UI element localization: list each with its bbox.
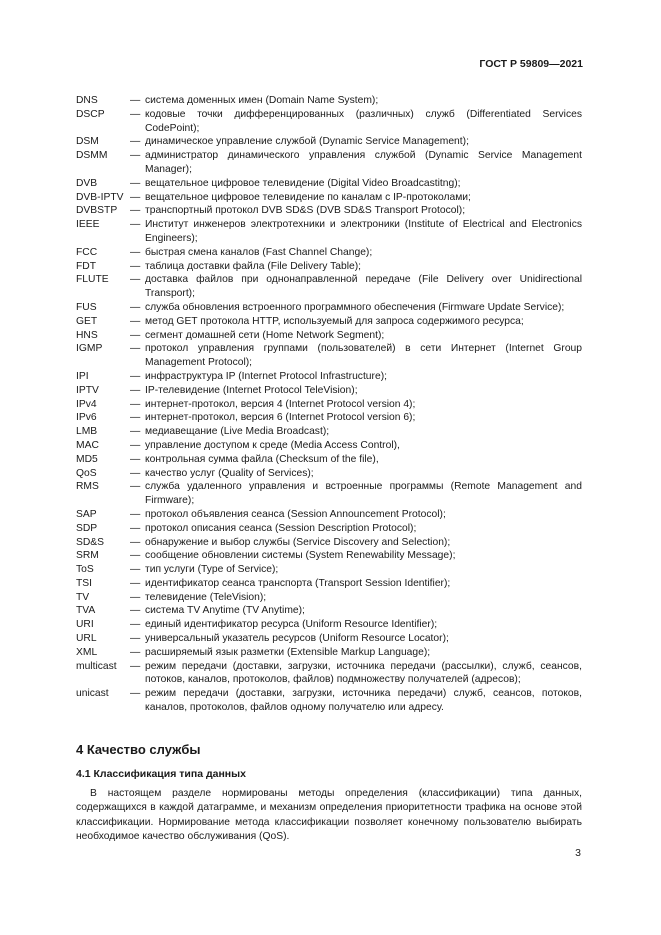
abbreviation-row: [76, 108, 582, 136]
abbreviation-term: IPI: [76, 370, 89, 382]
abbreviation-definition: [130, 149, 582, 177]
abbreviation-term: DSCP: [76, 108, 105, 120]
abbreviation-row: [76, 135, 582, 149]
abbreviation-definition: [130, 177, 582, 191]
dash-separator: —: [130, 274, 141, 286]
definition-text: инфраструктура IP (Internet Protocol Infrastructure);: [145, 370, 387, 382]
abbreviation-definition: [130, 687, 582, 715]
dash-separator: —: [130, 550, 141, 562]
abbreviation-row: [76, 370, 582, 384]
abbreviation-term: MD5: [76, 453, 98, 465]
abbreviation-definition: [130, 191, 582, 205]
abbreviation-term: DVBSTP: [76, 205, 118, 217]
definition-text: IP-телевидение (Internet Protocol TeleVision);: [145, 384, 358, 396]
definition-text: быстрая смена каналов (Fast Channel Change);: [145, 246, 373, 258]
definition-text: идентификатор сеанса транспорта (Transport Session Identifier);: [145, 577, 451, 589]
definition-text: сообщение обновлении системы (System Renewability Message);: [145, 550, 456, 562]
abbreviation-term: DSM: [76, 136, 99, 148]
abbreviation-term: SRM: [76, 550, 99, 562]
abbreviation-list: [76, 94, 582, 715]
dash-separator: —: [130, 481, 141, 493]
abbreviation-definition: [130, 604, 582, 618]
definition-text: управление доступом к среде (Media Access Control),: [145, 439, 400, 451]
dash-separator: —: [130, 508, 141, 520]
abbreviation-row: [76, 632, 582, 646]
abbreviation-term: LMB: [76, 426, 98, 438]
abbreviation-row: [76, 563, 582, 577]
dash-separator: —: [130, 605, 141, 617]
abbreviation-definition: [130, 453, 582, 467]
dash-separator: —: [130, 219, 141, 231]
definition-text: расширяемый язык разметки (Extensible Markup Language);: [145, 646, 431, 658]
abbreviation-row: [76, 342, 582, 370]
abbreviation-definition: [130, 536, 582, 550]
dash-separator: —: [130, 660, 141, 672]
abbreviation-row: [76, 191, 582, 205]
dash-separator: —: [130, 108, 141, 120]
definition-text: служба удаленного управления и встроенные программы (Remote Management and Firmware);: [145, 481, 582, 507]
abbreviation-term: DVB-IPTV: [76, 191, 124, 203]
abbreviation-row: [76, 467, 582, 481]
definition-text: администратор динамического управления службой (Dynamic Service Management Manager);: [145, 150, 582, 175]
abbreviation-term: IPv4: [76, 398, 97, 410]
dash-separator: —: [130, 343, 141, 355]
dash-separator: —: [130, 95, 141, 106]
document-header: ГОСТ Р 59809—2021: [479, 58, 583, 70]
abbreviation-term: QoS: [76, 467, 97, 479]
dash-separator: —: [130, 301, 141, 313]
abbreviation-definition: [130, 370, 582, 384]
body-paragraph: В настоящем разделе нормированы методы определения (классификации) типа данных, содержащихся в каждой датаграмме, и механизм определения приоритетности трафика на основе этой классификации. Нормирование метода классификации позволяет конечному пользователю выбирать необходимое качество обслуживания (QoS).: [76, 788, 582, 842]
definition-text: служба обновления встроенного программного обеспечения (Firmware Update Service);: [145, 301, 565, 313]
abbreviation-row: [76, 411, 582, 425]
definition-text: вещательное цифровое телевидение по каналам с IP-протоколами;: [145, 191, 471, 203]
abbreviation-row: [76, 94, 582, 108]
abbreviation-row: [76, 604, 582, 618]
definition-text: протокол описания сеанса (Session Description Protocol);: [145, 522, 417, 534]
definition-text: интернет-протокол, версия 4 (Internet Protocol version 4);: [145, 398, 416, 410]
definition-text: транспортный протокол DVB SD&S (DVB SD&S Transport Protocol);: [145, 205, 466, 217]
dash-separator: —: [130, 619, 141, 631]
definition-text: контрольная сумма файла (Checksum of the file),: [145, 453, 379, 465]
definition-text: система TV Anytime (TV Anytime);: [145, 605, 305, 617]
abbreviation-term: GET: [76, 315, 98, 327]
abbreviation-definition: [130, 398, 582, 412]
abbreviation-row: [76, 439, 582, 453]
abbreviation-term: multicast: [76, 660, 117, 672]
abbreviation-definition: [130, 425, 582, 439]
definition-text: доставка файлов при однонаправленной передаче (File Delivery over Unidirectional Transport);: [145, 274, 582, 300]
dash-separator: —: [130, 439, 141, 451]
abbreviation-definition: [130, 411, 582, 425]
abbreviation-definition: [130, 508, 582, 522]
abbreviation-term: IEEE: [76, 219, 100, 231]
abbreviation-term: FUS: [76, 301, 97, 313]
dash-separator: —: [130, 150, 141, 162]
abbreviation-term: SDP: [76, 522, 98, 534]
definition-text: протокол объявления сеанса (Session Announcement Protocol);: [145, 508, 446, 520]
definition-text: единый идентификатор ресурса (Uniform Resource Identifier);: [145, 619, 438, 631]
abbreviation-term: FCC: [76, 246, 98, 258]
abbreviation-row: [76, 315, 582, 329]
abbreviation-row: [76, 577, 582, 591]
abbreviation-definition: [130, 204, 582, 218]
abbreviation-term: TV: [76, 591, 90, 603]
abbreviation-definition: [130, 135, 582, 149]
abbreviation-definition: [130, 591, 582, 605]
abbreviation-definition: [130, 301, 582, 315]
abbreviation-row: [76, 536, 582, 550]
dash-separator: —: [130, 384, 141, 396]
abbreviation-row: [76, 218, 582, 246]
abbreviation-term: ToS: [76, 564, 94, 576]
abbreviation-row: [76, 508, 582, 522]
abbreviation-term: IPv6: [76, 412, 97, 424]
dash-separator: —: [130, 564, 141, 576]
dash-separator: —: [130, 370, 141, 382]
dash-separator: —: [130, 412, 141, 424]
definition-text: режим передачи (доставки, загрузки, источника передачи) служб, сеансов, потоков, каналов, протоколов, файлов одному получателю или адресу.: [145, 688, 582, 714]
abbreviation-definition: [130, 480, 582, 508]
dash-separator: —: [130, 426, 141, 438]
dash-separator: —: [130, 536, 141, 548]
definition-text: режим передачи (доставки, загрузки, источника передачи (рассылки), служб, сеансов, потоков, каналов, протоколов, файлов) подмножеству получателей (адресов);: [145, 660, 582, 686]
abbreviation-definition: [130, 467, 582, 481]
abbreviation-row: [76, 398, 582, 412]
definition-text: интернет-протокол, версия 6 (Internet Protocol version 6);: [145, 412, 416, 424]
abbreviation-term: FLUTE: [76, 274, 109, 286]
definition-text: тип услуги (Type of Service);: [145, 564, 279, 576]
dash-separator: —: [130, 688, 141, 700]
dash-separator: —: [130, 260, 141, 272]
definition-text: телевидение (TeleVision);: [145, 591, 267, 603]
abbreviation-definition: [130, 94, 582, 108]
abbreviation-definition: [130, 260, 582, 274]
abbreviation-term: URI: [76, 619, 94, 631]
abbreviation-term: DVB: [76, 177, 98, 189]
abbreviation-definition: [130, 384, 582, 398]
dash-separator: —: [130, 246, 141, 258]
abbreviation-row: [76, 522, 582, 536]
definition-text: динамическое управление службой (Dynamic Service Management);: [145, 136, 469, 148]
section-title: 4 Качество службы: [76, 742, 201, 757]
page-number: 3: [575, 847, 581, 859]
abbreviation-term: FDT: [76, 260, 97, 272]
abbreviation-row: [76, 260, 582, 274]
abbreviation-definition: [130, 439, 582, 453]
abbreviation-row: [76, 384, 582, 398]
abbreviation-term: XML: [76, 646, 98, 658]
abbreviation-term: IPTV: [76, 384, 99, 396]
abbreviation-term: TVA: [76, 605, 96, 617]
dash-separator: —: [130, 205, 141, 217]
abbreviation-definition: [130, 522, 582, 536]
abbreviation-row: [76, 273, 582, 301]
abbreviation-row: [76, 618, 582, 632]
dash-separator: —: [130, 633, 141, 645]
abbreviation-term: HNS: [76, 329, 98, 341]
definition-text: таблица доставки файла (File Delivery Table);: [145, 260, 362, 272]
dash-separator: —: [130, 522, 141, 534]
abbreviation-term: URL: [76, 633, 97, 645]
abbreviation-term: TSI: [76, 577, 93, 589]
abbreviation-row: [76, 646, 582, 660]
definition-text: протокол управления группами (пользователей) в сети Интернет (Internet Group Management Protocol);: [145, 343, 582, 369]
definition-text: качество услуг (Quality of Services);: [145, 467, 314, 479]
dash-separator: —: [130, 577, 141, 589]
abbreviation-term: IGMP: [76, 343, 103, 355]
dash-separator: —: [130, 646, 141, 658]
abbreviation-row: [76, 453, 582, 467]
abbreviation-definition: [130, 273, 582, 301]
abbreviation-row: [76, 204, 582, 218]
abbreviation-term: SAP: [76, 508, 97, 520]
abbreviation-definition: [130, 246, 582, 260]
abbreviation-definition: [130, 563, 582, 577]
abbreviation-definition: [130, 315, 582, 329]
abbreviation-definition: [130, 342, 582, 370]
abbreviation-row: [76, 149, 582, 177]
abbreviation-row: [76, 177, 582, 191]
abbreviation-term: unicast: [76, 688, 109, 700]
abbreviation-definition: [130, 329, 582, 343]
abbreviation-row: [76, 329, 582, 343]
definition-text: сегмент домашней сети (Home Network Segment);: [145, 329, 385, 341]
subsection-title: 4.1 Классификация типа данных: [76, 768, 246, 780]
abbreviation-definition: [130, 218, 582, 246]
dash-separator: —: [130, 315, 141, 327]
dash-separator: —: [130, 329, 141, 341]
abbreviation-term: RMS: [76, 481, 99, 493]
definition-text: система доменных имен (Domain Name System);: [145, 95, 379, 106]
abbreviation-definition: [130, 577, 582, 591]
abbreviation-row: [76, 660, 582, 688]
abbreviation-row: [76, 549, 582, 563]
abbreviation-term: SD&S: [76, 536, 105, 548]
abbreviation-definition: [130, 549, 582, 563]
abbreviation-term: MAC: [76, 439, 99, 451]
dash-separator: —: [130, 191, 141, 203]
dash-separator: —: [130, 398, 141, 410]
dash-separator: —: [130, 136, 141, 148]
abbreviation-term: DNS: [76, 95, 98, 106]
abbreviation-definition: [130, 618, 582, 632]
dash-separator: —: [130, 467, 141, 479]
abbreviation-row: [76, 425, 582, 439]
definition-text: Институт инженеров электротехники и электроники (Institute of Electrical and Electronics Engineers);: [145, 219, 582, 244]
definition-text: медиавещание (Live Media Broadcast);: [145, 426, 330, 438]
abbreviation-row: [76, 687, 582, 715]
abbreviation-definition: [130, 632, 582, 646]
dash-separator: —: [130, 591, 141, 603]
definition-text: кодовые точки дифференцированных (различных) служб (Differentiated Services CodePoint);: [145, 108, 582, 134]
dash-separator: —: [130, 177, 141, 189]
abbreviation-definition: [130, 660, 582, 688]
abbreviation-row: [76, 301, 582, 315]
abbreviation-row: [76, 480, 582, 508]
abbreviation-row: [76, 591, 582, 605]
definition-text: обнаружение и выбор службы (Service Discovery and Selection);: [145, 536, 451, 548]
definition-text: универсальный указатель ресурсов (Uniform Resource Locator);: [145, 633, 449, 645]
abbreviation-definition: [130, 646, 582, 660]
definition-text: метод GET протокола HTTP, используемый для запроса содержимого ресурса;: [145, 315, 524, 327]
abbreviation-term: DSMM: [76, 150, 108, 162]
abbreviation-row: [76, 246, 582, 260]
dash-separator: —: [130, 453, 141, 465]
definition-text: вещательное цифровое телевидение (Digital Video Broadcastitng);: [145, 177, 461, 189]
abbreviation-definition: [130, 108, 582, 136]
